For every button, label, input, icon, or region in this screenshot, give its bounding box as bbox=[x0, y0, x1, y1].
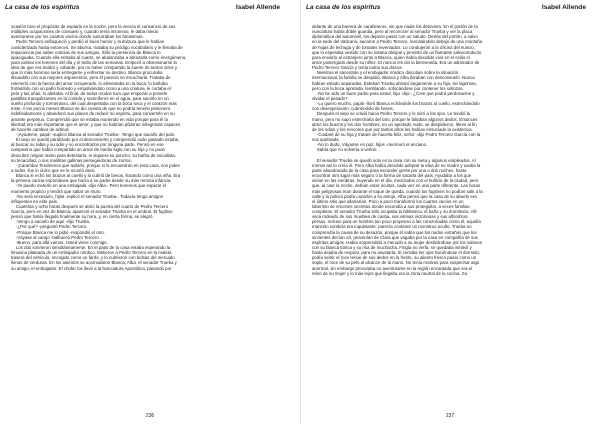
text-line: influyentes en este país. bbox=[11, 198, 59, 204]
text-line: amor postergado desde su niñez. El nuncio les dio la bienvenida. Era un admirador de bbox=[312, 59, 480, 65]
text-line: aventurarse por los cuartos vacíos donde susurraban los fantasmas. bbox=[11, 34, 144, 40]
text-line: amante perpetuo. Comprendió que se estaba muriendo en vida porque para él la bbox=[11, 116, 168, 122]
text-line: momento propicio y tendrá que saltar un muro. bbox=[11, 188, 102, 194]
page-text bbox=[312, 24, 586, 276]
text-line: El senador Trueba se quedó solo en la casa con su nieta y algunos empleados. Al bbox=[312, 157, 476, 163]
text-line: persas. Incluso para un hombre tan poco propenso a las corazonadas como él, aquella bbox=[312, 219, 481, 225]
text-line: -Vengo a sacarlo de aquí -dijo Trueba. bbox=[11, 219, 91, 225]
text-line: libertad era más importante que el amor, y que no habrían píldoras milagrosas capaces bbox=[11, 121, 181, 127]
page-text bbox=[11, 24, 280, 271]
text-line: ocasión tuvo el propósito de espiarla en la noche, pero la vencía el cansancio de sus bbox=[11, 24, 176, 29]
text-line: soplo, el roce de su pelo al alcance de la mano. No tenía motivos para sospechar algo bbox=[312, 260, 480, 266]
text-line: Cuarenta y ocho horas después se abrió la puerta del cuarto de Pedro Tercero bbox=[11, 203, 169, 209]
text-line: olvidar el pasado? bbox=[312, 95, 348, 101]
text-line: laberinto de rincones secretos donde escondía a sus protegidos, a veces familias bbox=[312, 203, 470, 209]
text-line: pensó que había llegado finalmente su hora, y, en cierta forma, se alegró. bbox=[11, 214, 154, 220]
text-line: encontrar otro lugar más seguro o la forma de sacarla del país. Ayudaba a los que bbox=[312, 173, 472, 179]
text-line: más peligrosas eran durante el toque de queda, cuando los fugitivos no podían salir a la bbox=[312, 188, 483, 194]
right-page bbox=[300, 0, 600, 424]
text-line: -No he sido un buen padre para usted, hija -dijo-. ¿Cree que podrá perdonarme y bbox=[312, 90, 475, 96]
text-line: -¡Ayúdeme, papá! -suplicó Blanca al senador Trueba-. Tengo que sacarlo del país. bbox=[11, 131, 176, 137]
book-author: Isabel Allende bbox=[235, 4, 280, 11]
text-line: -Porque Blanca me lo pidió -respondió el otro. bbox=[11, 229, 105, 235]
text-line: -Bueno, para allá vamos. Usted viene conmigo. bbox=[11, 239, 108, 245]
text-line: Blanca le echó los brazos al cuello y lo cubrió de besos, llorando como una niña. Era bbox=[11, 173, 181, 179]
book-author: Isabel Allende bbox=[541, 4, 586, 11]
text-line: descubrir ningún rastro para detestarlo, ni siquiera su poncho, su barba de socialista, bbox=[11, 152, 176, 158]
text-line: delante de una barrera de carabineros, sin que nadie los detuviera. En el portón de la bbox=[312, 24, 478, 29]
text-line: Sabía que no volvería a verlos. bbox=[312, 147, 378, 153]
text-line: idea de que era traidor y cobarde, por no haber compartido la suerte de tantos otros y bbox=[11, 65, 178, 71]
page-number: 237 bbox=[445, 413, 455, 419]
text-line: vivían en las sombras, huyendo en el día, mezclados con el bullicio de la ciudad, pero bbox=[312, 178, 479, 184]
text-line: la primera caricia espontánea que hacía a su padre desde su más remota infancia. bbox=[11, 178, 172, 184]
text-line: que lo esperaba vestido con su sotana obispal y provisto de un flamante salvoconducto bbox=[312, 49, 482, 55]
text-line: frotándolo con un paño húmedo y empolvándolo como a una criatura, le cortaba el bbox=[11, 85, 171, 91]
text-line: que lo más honroso sería entregarse y enfrentar su destino. Blanca procuraba bbox=[11, 70, 163, 76]
text-line: retenerlo con la fuerza del amor recuperado, lo alimentaba en la boca; lo bañaba bbox=[11, 80, 168, 86]
text-line: -Lo quiero mucho, papá! -lloró Blanca echándole los brazos al cuello, estrechándolo bbox=[312, 101, 480, 107]
text-line: campesino que había compartido un amor de medio siglo con su hija y no pudo bbox=[11, 147, 165, 153]
text-line: -No será necesario, hijita -replicó el senador Trueba-. Todavía tengo amigos bbox=[11, 193, 163, 199]
text-line: sirvientes decían oír, provenían de Clara que vagaba por la casa en compañía de sus bbox=[312, 234, 478, 240]
page-number: 236 bbox=[145, 413, 155, 419]
text-line: -¿Por qué? -preguntó Pedro Tercero. bbox=[11, 224, 88, 230]
text-line: su tenacidad, o sus malditas gallinas perseguidoras de zorros. bbox=[11, 157, 132, 163]
text-line: -Cuidaré de su hija y trataré de hacerla feliz, señor -dijo Pedro Tercero García con la bbox=[312, 131, 481, 137]
text-line: voz quebrada. bbox=[312, 137, 340, 143]
text-line: abrió los brazos y los dos hombres, en un apretado nudo, se despidieron, libres al fin bbox=[312, 121, 477, 127]
text-line: disuadirlo con sus mejores argumentos, pero él parecía no escucharla. Trataba de bbox=[11, 75, 171, 81]
text-line: para calmar los temores del día y el tedio de las semanas. Empezó a obsesionarse la bbox=[11, 59, 177, 65]
text-line: completas. El senador Trueba sólo ocupaba la biblioteca, el baño y su dormitorio. Allí bbox=[312, 209, 477, 215]
text-line: impaciencia por saber noticias de sus amigos. Sólo la presencia de Blanca lo bbox=[11, 49, 161, 55]
text-line: reino de su mujer y lo más lejos que llegaba era la zona neutral de la cocina. Su bbox=[312, 270, 468, 276]
text-line: en la sede del Vaticano, sacaron a Pedro Tercero, rescatándolo debajo de una montaña bbox=[312, 39, 483, 45]
text-line: comprendía la causa de su desazón, porque él sabía que los ruidos extraños que los bbox=[312, 229, 477, 235]
text-line: García, pero en vez de Blanca, apareció el senador Trueba en el umbral. El fugitivo bbox=[11, 209, 173, 215]
text-line: el último sitio que allanarían. Poco a poco transformó los cuartos vacíos en un bbox=[312, 198, 464, 204]
text-line: El viejo se quedó paralizado por el desconcierto y comprendió cuán gastado estaba, bbox=[11, 137, 180, 143]
text-line: Pedro Tercero enflaqueció y perdió el buen humor y la dulzura que le habían bbox=[11, 39, 165, 45]
text-line: con su blanca túnica y su risa de muchacha. Fingía no verla, se quedaba inmóvil y bbox=[312, 245, 472, 251]
text-line: habían estado separadas. Esteban Trueba abrazó largamente a su hija, sin lágrimas, bbox=[312, 80, 477, 86]
running-header bbox=[306, 4, 586, 16]
text-line: indefinidamente y abandonó sus planes de reducir su espíritu, para convertirlo en su bbox=[11, 111, 175, 117]
text-line: Después el viejo se volvió hacia Pedro Tercero y lo miró a los ojos. Le tendió la bbox=[312, 111, 470, 117]
text-line: sueño profundo y tormentoso, del cual despertaba con la boca seca y el corazón más bbox=[11, 101, 177, 107]
text-line: pastillas tranquilizantes en la comida y somníferos en el agua, para sumirlo en un bbox=[11, 95, 169, 101]
running-header bbox=[5, 4, 280, 16]
text-line: su amigo, el embajador. El chofer los llevó a la Nunciatura Apostólica, pasando por bbox=[11, 265, 172, 271]
text-line: para enviarlo al extranjero junto a Blanca, quien había decidido vivir en el exilio el bbox=[312, 54, 470, 60]
text-line: pelo y las uñas, lo afeitaba. Al final, de todos modos tuvo que empezar a ponerle bbox=[11, 90, 168, 96]
text-line: -No lo dudo. Váyanse en paz, hijos -murmuró el anciano. bbox=[312, 142, 428, 148]
text-line: de hacerle cambiar de actitud. bbox=[11, 126, 70, 132]
text-line: limusina plateada de un embajador nórdico. Metieron a Pedro Tercero en la maleta bbox=[11, 250, 172, 256]
text-line: de hojas de lechuga y de tomates reventados. Lo condujeron a la oficina del nuncio, bbox=[312, 44, 475, 50]
text-line: anormal, sin embargo procuraba no aventurarse en la región encantada que era el bbox=[312, 265, 473, 271]
text-line: Los dos sonrieron simultáneamente. En el patio de la casa estaba esperando la bbox=[11, 245, 171, 251]
text-line: llenas de verduras. En los asientos se acomodaron Blanca, Alba, el senador Trueba y bbox=[11, 260, 177, 266]
text-line: nunciatura había doble guardia, pero al reconocer al senador Trueba y ver la placa bbox=[312, 29, 473, 35]
text-line: calle y la policía podía cazarlos a su antojo. Alba pensó que la casa de su abuelo era bbox=[312, 193, 477, 199]
book-title: La casa de los espíritus bbox=[306, 4, 381, 11]
book-title: La casa de los espíritus bbox=[5, 4, 80, 11]
text-line: caracterizado hasta entonces. Se aburría, mataba su pródigo vocabulario y le llenaba de bbox=[11, 44, 183, 50]
text-line: parte abandonada de la casa para esconder gente por una o dos noches, hasta bbox=[312, 167, 467, 173]
text-line: Pedro Tercero García y tenía todos sus discos. bbox=[312, 65, 403, 71]
text-line: triste. A los pocos meses Blanca se dio cuenta de que no podría tenerlo prisionero bbox=[11, 106, 171, 112]
text-line: al buscar su rabia y su odio y no encontrarlos por ninguna parte. Pensó en ese bbox=[11, 142, 164, 148]
text-line: internacional, la familia se despidió. Blanca y Alba lloraban con desconsuelo. Nunca bbox=[312, 75, 475, 81]
text-line: a todos -fue lo único que se le ocurrió decir. bbox=[11, 167, 96, 173]
text-line: podía sentir el roce tenue de sus dedos en la frente, su aliento fresco pasar como un bbox=[312, 255, 477, 261]
text-line: mansión sombría era inquietante: parecía contener un monstruo oculto. Trueba no bbox=[312, 224, 472, 230]
text-line: pero con la boca apretada, temblando, sofocándose por contener los sollozos. bbox=[312, 85, 464, 91]
text-line: con desesperación, cubriéndolo de besos. bbox=[312, 106, 394, 112]
text-line: -¡Caramba! Tendremos que asilarlo, porque si lo encuentran en esta casa, nos joden bbox=[11, 162, 180, 168]
text-line: apaciguaba. Cuando ella entraba al cuarto, se abalanzaba a abrazarla como energúmeno, bbox=[11, 54, 187, 60]
text-line: que, al caer la noche, debían estar ocultos, cada vez en una parte diferente. Las horas bbox=[312, 183, 481, 189]
text-line: vivía rodeado de sus muebles de caoba, sus vitrinas victorianas y sus alfombras bbox=[312, 214, 468, 220]
text-line: menos así lo creía él. Pero Alba había decidido adoptar la idea de su madre y usaba la bbox=[312, 162, 481, 168]
text-line: múltiples ocupaciones de consuelo y, cuando tenía insomnio, le daba miedo bbox=[11, 29, 159, 35]
text-line: espíritus amigos. Había sorprendido a menudo a su mujer deslizándose por los salones bbox=[312, 239, 482, 245]
text-line: Mientras el sacerdote y el embajador nórdico discutían sobre la situación bbox=[312, 70, 459, 76]
text-line: -Yo puedo meterlo en una embajada -dijo Alba-. Pero tenemos que esperar el bbox=[11, 183, 167, 189]
text-line: trasera del vehículo, encogido como un fardo, y lo cubrieron con bolsas del mercado bbox=[11, 255, 175, 261]
text-line: mano, pero no supo estrecharla del otro, porque le faltaban algunos dedos. Entonces bbox=[312, 116, 478, 122]
text-line: hasta dejaba de respirar, para no asustarla. Si cerraba los ojos haciéndose el dormido, bbox=[312, 250, 481, 256]
text-line: -Váyase al carajo -balbuceó Pedro Tercero. bbox=[11, 234, 100, 240]
text-line: de los odios y los rencores que por tantos años les habían ensuciado la existencia. bbox=[312, 126, 473, 132]
text-line: diplomática del automóvil, los dejaron pasar con un saludo. Detrás del portón, a salvo bbox=[312, 34, 478, 40]
